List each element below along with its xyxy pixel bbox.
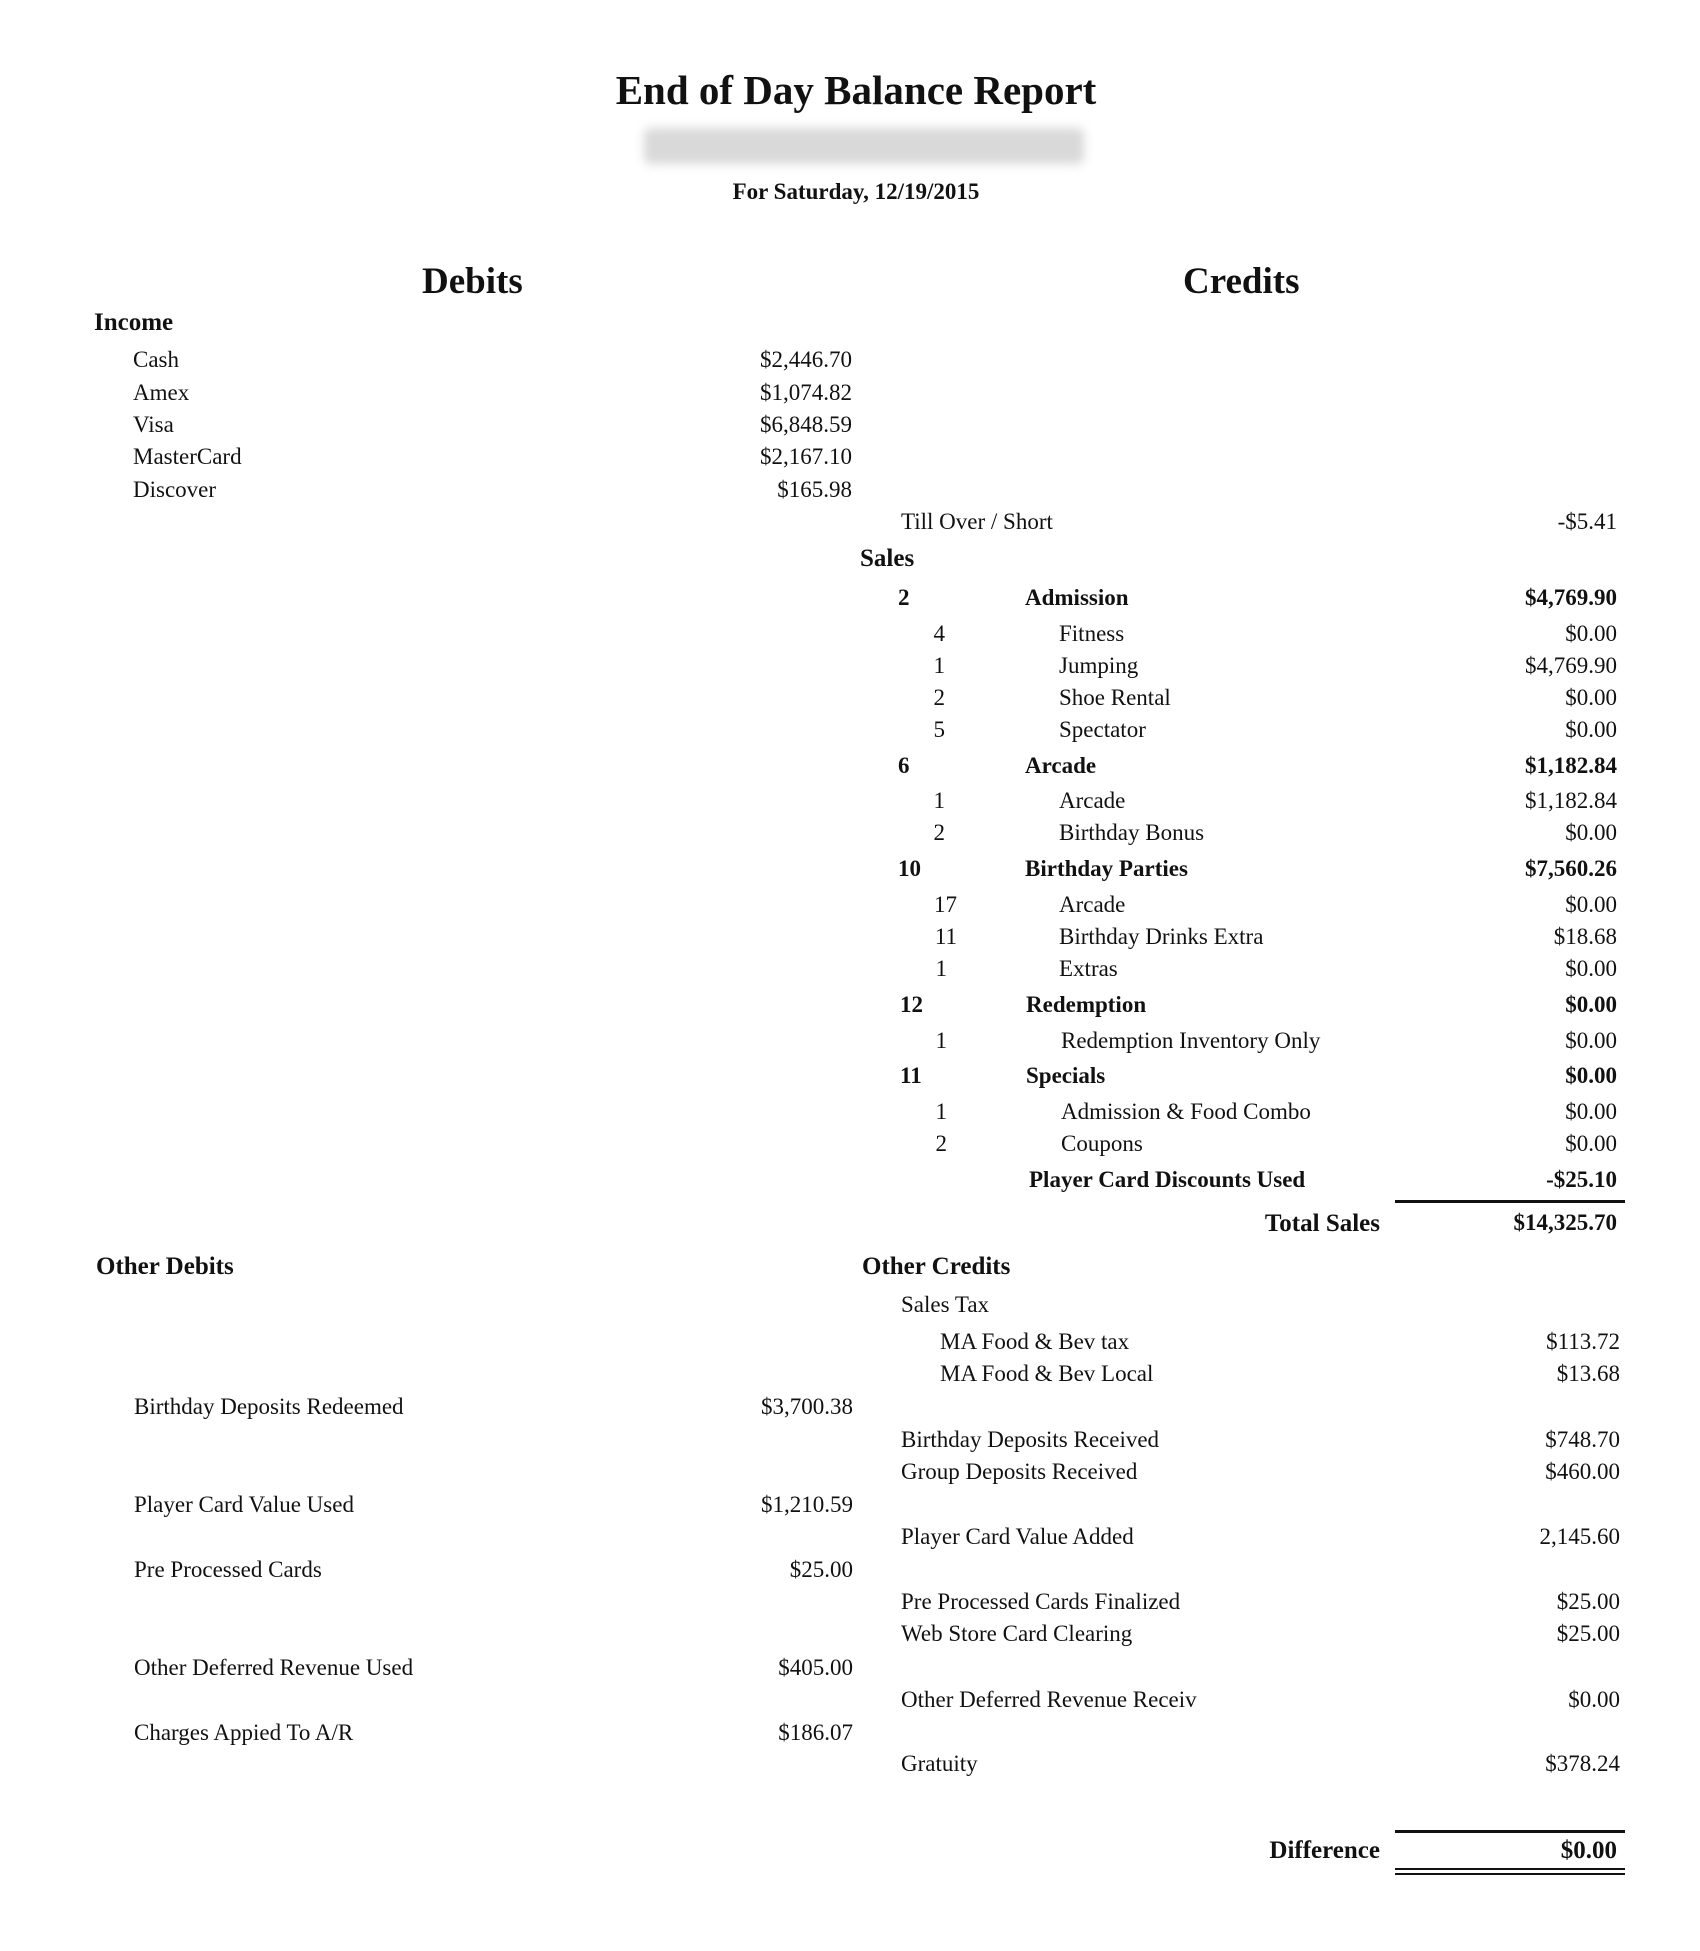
category-name: Birthday Parties [1025,856,1188,881]
difference-top-rule [1395,1830,1625,1833]
item-amount: $0.00 [1565,1131,1617,1156]
sales-tax-amount: $13.68 [1556,1361,1620,1386]
item-amount: $0.00 [1565,1099,1617,1124]
other-debits-heading: Other Debits [96,1253,234,1280]
item-amount: $4,769.90 [1525,653,1617,678]
income-label: Discover [133,477,217,502]
other-debit-label: Pre Processed Cards [134,1557,322,1582]
income-label: MasterCard [133,444,242,469]
difference-double-rule-1 [1395,1868,1625,1870]
item-name: Extras [1059,956,1118,981]
item-amount: $0.00 [1565,685,1617,710]
other-debit-amount: $405.00 [778,1655,853,1680]
other-debit-amount: $25.00 [789,1557,853,1582]
sales-tax-amount: $113.72 [1546,1329,1620,1354]
other-debit-label: Player Card Value Used [134,1492,354,1517]
other-credit-amount: $460.00 [1545,1459,1620,1484]
income-amount: $165.98 [777,477,852,502]
item-name: Arcade [1059,788,1126,813]
item-amount: $0.00 [1565,621,1617,646]
item-count: 4 [933,621,945,646]
till-label: Till Over / Short [901,509,1053,534]
total-sales-label: Total Sales [1264,1210,1380,1237]
item-count: 1 [935,1099,947,1124]
category-amount: $0.00 [1565,992,1617,1017]
item-count: 1 [935,956,947,981]
item-name: Birthday Bonus [1059,820,1205,845]
total-sales-rule [1395,1200,1625,1203]
other-debit-amount: $186.07 [778,1720,853,1745]
other-credit-label: Group Deposits Received [901,1459,1138,1484]
other-credit-amount: $748.70 [1545,1427,1620,1452]
sales-tax-label: MA Food & Bev tax [940,1329,1130,1354]
total-sales-amount: $14,325.70 [1513,1210,1617,1235]
difference-amount: $0.00 [1560,1837,1617,1864]
report-date: For Saturday, 12/19/2015 [732,179,980,204]
category-amount: $1,182.84 [1525,753,1617,778]
income-label: Cash [133,347,179,372]
other-credit-label: Pre Processed Cards Finalized [901,1589,1181,1614]
item-count: 11 [934,924,957,949]
other-credit-label: Gratuity [901,1751,978,1776]
other-credit-label: Other Deferred Revenue Receiv [901,1687,1197,1712]
item-amount: $0.00 [1565,717,1617,742]
other-credit-amount: $0.00 [1568,1687,1620,1712]
debits-heading: Debits [422,261,523,302]
item-count: 5 [933,717,945,742]
item-name: Coupons [1061,1131,1143,1156]
other-credit-amount: $25.00 [1556,1589,1620,1614]
income-amount: $2,167.10 [760,444,852,469]
item-name: Spectator [1059,717,1146,742]
sales-heading: Sales [860,545,915,572]
sales-tax-label: MA Food & Bev Local [940,1361,1154,1386]
other-credit-label: Player Card Value Added [901,1524,1134,1549]
item-count: 2 [935,1131,947,1156]
item-name: Redemption Inventory Only [1061,1028,1321,1053]
item-name: Jumping [1059,653,1139,678]
item-count: 1 [933,653,945,678]
till-amount: -$5.41 [1557,509,1617,534]
category-amount: $0.00 [1565,1063,1617,1088]
category-count: 12 [900,992,923,1017]
category-name: Specials [1026,1063,1106,1088]
redacted-location [644,128,1084,164]
item-amount: $0.00 [1565,820,1617,845]
income-amount: $2,446.70 [760,347,852,372]
income-amount: $6,848.59 [760,412,852,437]
income-heading: Income [94,309,174,336]
difference-label: Difference [1269,1837,1380,1864]
item-count: 17 [934,892,957,917]
category-amount: $4,769.90 [1525,585,1617,610]
item-name: Admission & Food Combo [1061,1099,1311,1124]
difference-double-rule-2 [1395,1873,1625,1875]
item-name: Shoe Rental [1059,685,1171,710]
other-credit-label: Birthday Deposits Received [901,1427,1160,1452]
other-debit-label: Birthday Deposits Redeemed [134,1394,404,1419]
category-count: 2 [898,585,910,610]
other-debit-label: Other Deferred Revenue Used [134,1655,414,1680]
sales-tax-heading: Sales Tax [901,1292,990,1317]
category-amount: $7,560.26 [1525,856,1617,881]
item-amount: $0.00 [1565,1028,1617,1053]
other-debit-label: Charges Appied To A/R [134,1720,354,1745]
item-count: 2 [933,685,945,710]
item-amount: $0.00 [1565,892,1617,917]
player-card-discounts-label: Player Card Discounts Used [1029,1167,1306,1192]
item-count: 1 [935,1028,947,1053]
category-name: Redemption [1026,992,1147,1017]
item-name: Arcade [1059,892,1126,917]
item-count: 2 [933,820,945,845]
category-name: Arcade [1025,753,1097,778]
item-count: 1 [933,788,945,813]
other-credit-label: Web Store Card Clearing [901,1621,1133,1646]
item-amount: $1,182.84 [1525,788,1617,813]
category-count: 11 [900,1063,922,1088]
item-name: Fitness [1059,621,1125,646]
item-name: Birthday Drinks Extra [1059,924,1264,949]
income-amount: $1,074.82 [760,380,852,405]
player-card-discounts-amount: -$25.10 [1546,1167,1617,1192]
other-debit-amount: $3,700.38 [761,1394,853,1419]
item-amount: $18.68 [1553,924,1617,949]
credits-heading: Credits [1183,261,1300,302]
item-amount: $0.00 [1565,956,1617,981]
category-count: 6 [898,753,910,778]
other-debit-amount: $1,210.59 [761,1492,853,1517]
category-name: Admission [1025,585,1129,610]
other-credit-amount: $378.24 [1545,1751,1620,1776]
report-title: End of Day Balance Report [615,67,1097,113]
income-label: Visa [133,412,174,437]
other-credit-amount: $25.00 [1556,1621,1620,1646]
category-count: 10 [898,856,921,881]
income-label: Amex [133,380,190,405]
other-credits-heading: Other Credits [862,1253,1011,1280]
other-credit-amount: 2,145.60 [1539,1524,1620,1549]
